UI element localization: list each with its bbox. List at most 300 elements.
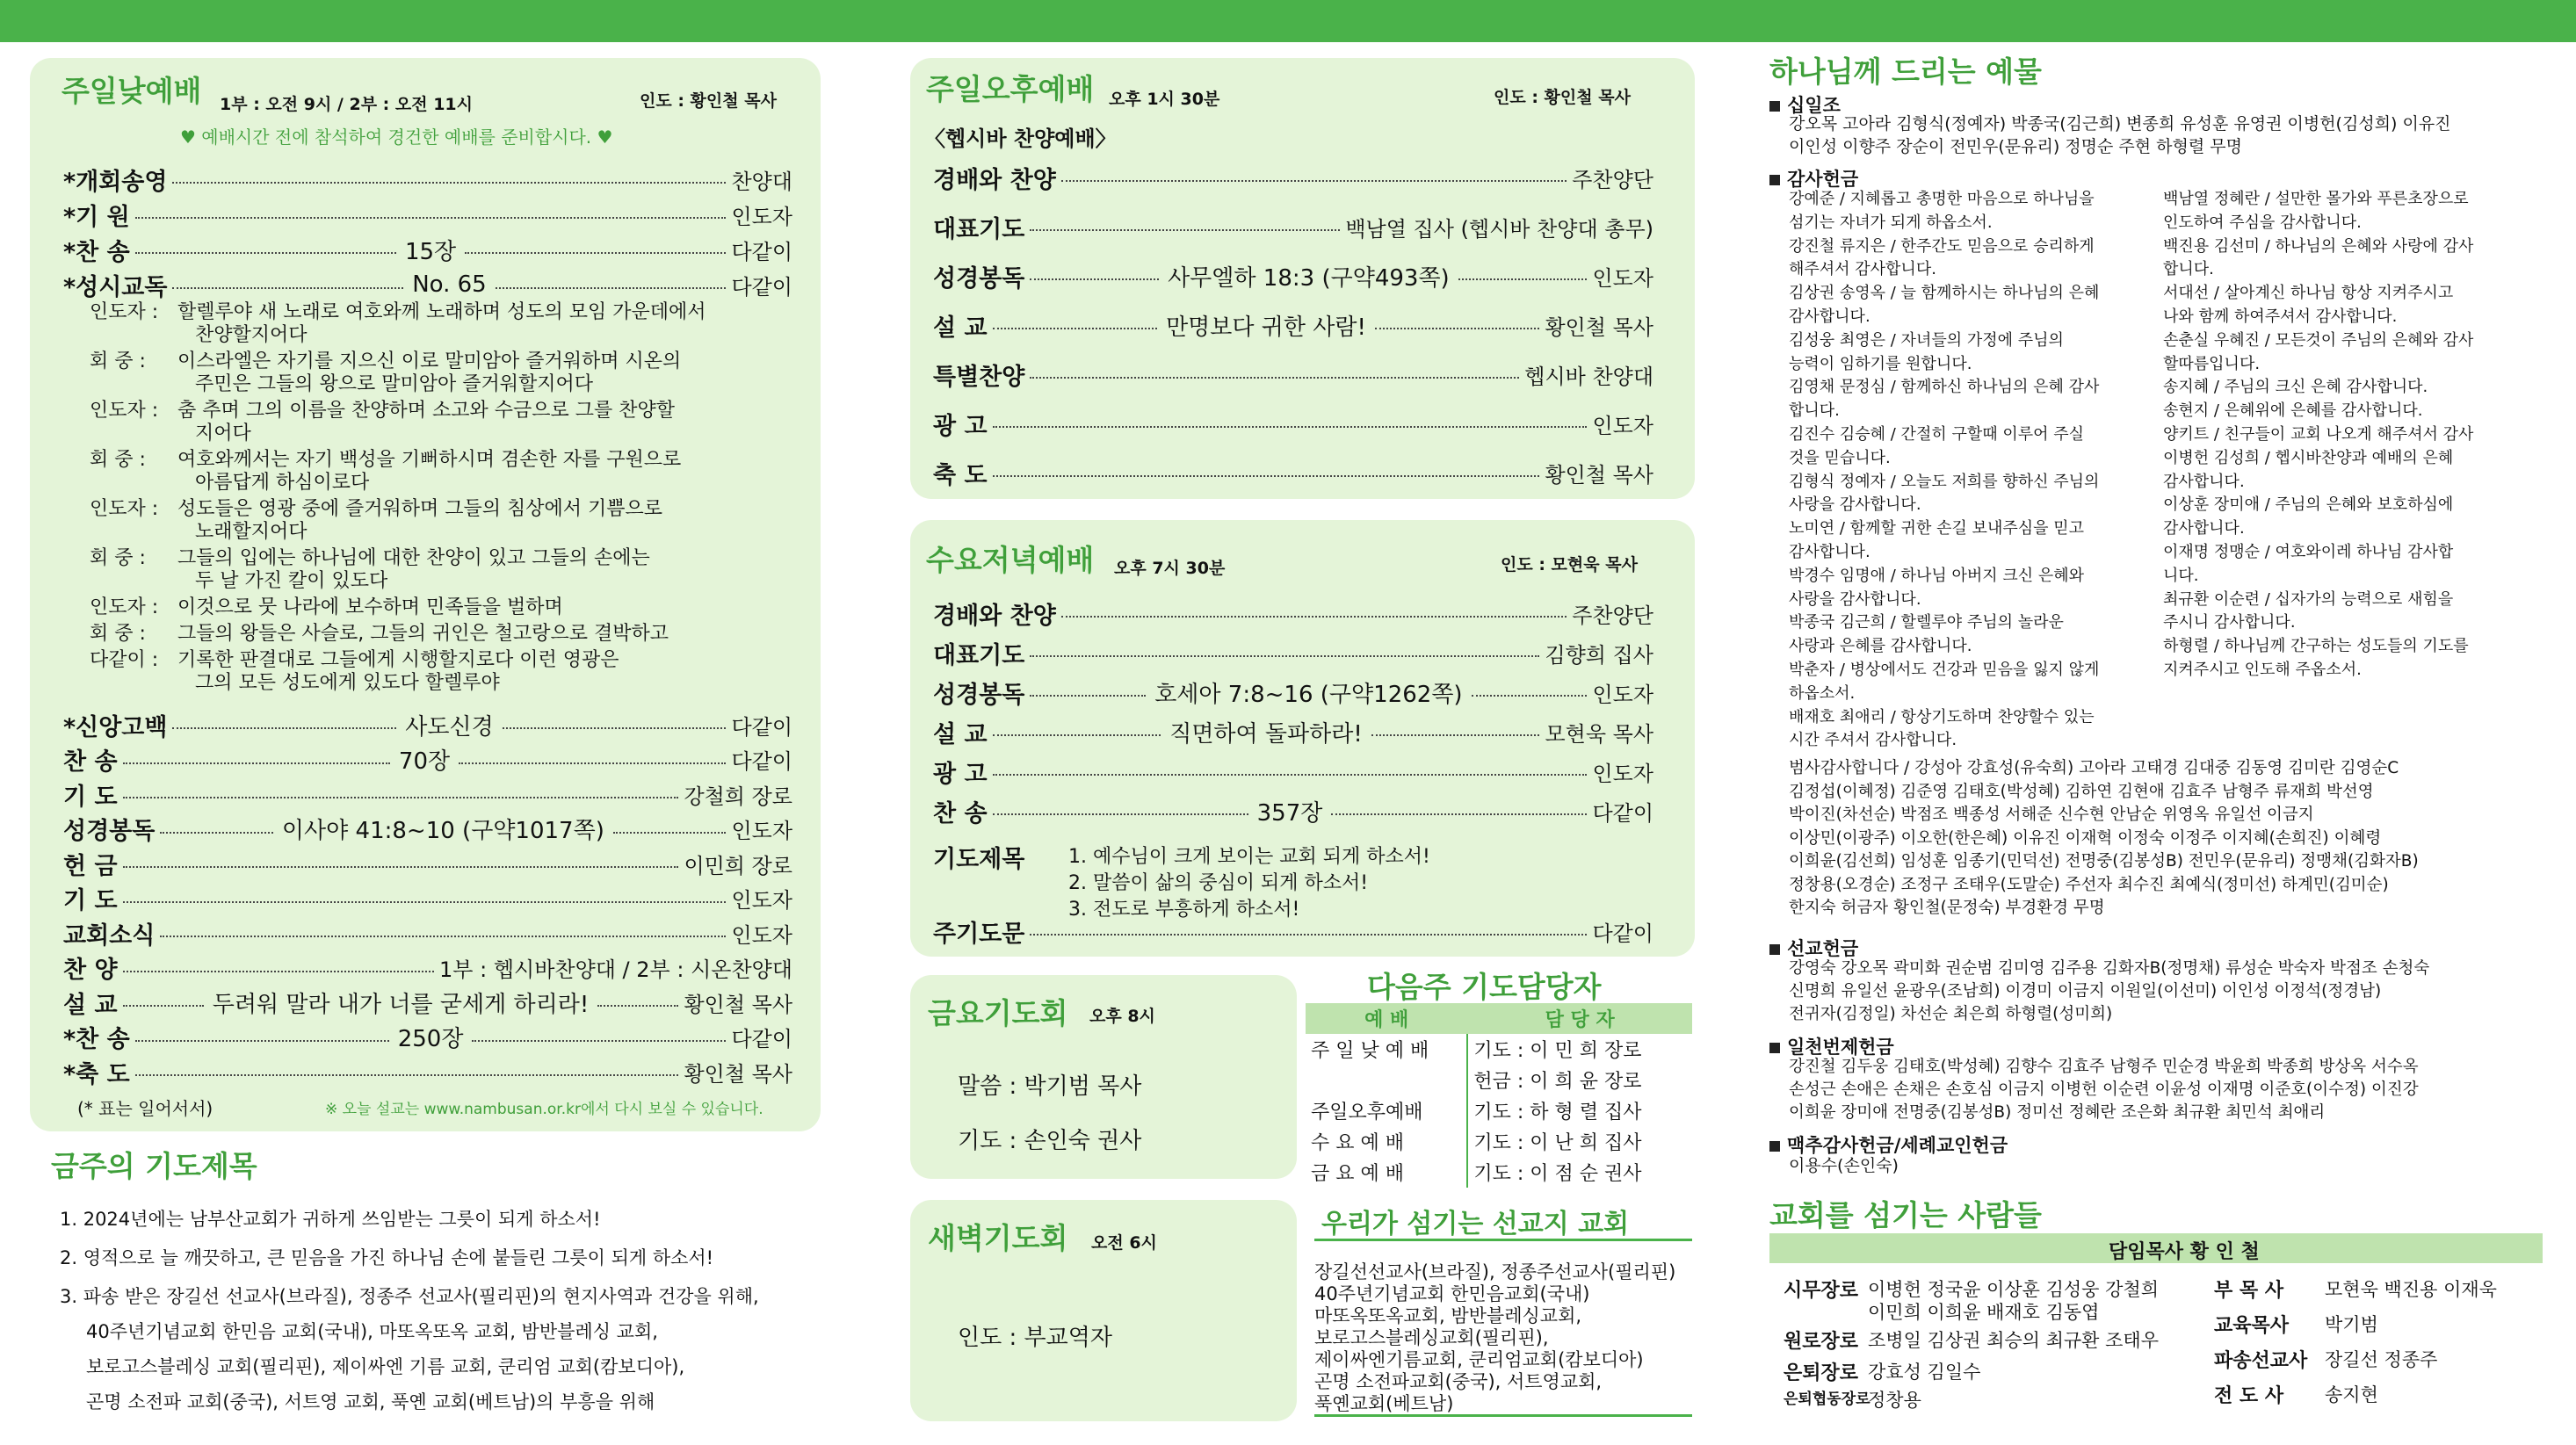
thanks-right-line: 주시니 감사합니다. xyxy=(2163,613,2296,632)
order-detail: 250장 xyxy=(397,1026,464,1052)
thanks-right-line: 지켜주시고 인도해 주옵소서. xyxy=(2163,661,2362,679)
thanks-left-line: 하옵소서. xyxy=(1789,683,1856,703)
sunday-am-times: 1부 : 오전 9시 / 2부 : 오전 11시 xyxy=(220,95,473,114)
responsive-speaker: 회 중 : xyxy=(90,350,146,372)
thanks-right-line: 송지혜 / 주님의 크신 은혜 감사합니다. xyxy=(2163,378,2428,397)
service-cell: 주 일 낮 예 배 xyxy=(1306,1034,1467,1065)
wednesday-time: 오후 7시 30분 xyxy=(1114,559,1226,578)
leader-dots xyxy=(1458,278,1588,280)
service-cell xyxy=(1306,1065,1467,1095)
thanks-left-line: 해주셔서 감사합니다. xyxy=(1789,260,1936,279)
assignee-cell: 기도 : 이 점 순 권사 xyxy=(1473,1163,1642,1185)
order-value: 인도자 xyxy=(1592,413,1653,438)
prayer-topic-item: 1. 2024년에는 남부산교회가 귀하게 쓰임받는 그릇이 되게 하소서! xyxy=(60,1209,601,1230)
order-value: 황인철 목사 xyxy=(684,992,793,1017)
thanks-right-line: 이상훈 장미애 / 주님의 은혜와 보호하심에 xyxy=(2163,495,2454,515)
leader-dots xyxy=(1472,695,1588,697)
order-value: 다같이 xyxy=(731,274,792,300)
mission-line: 40주년기념교회 한민음교회(국내) xyxy=(1314,1283,1590,1304)
order-row xyxy=(63,744,792,776)
servant-names: 모현욱 백진용 이재욱 xyxy=(2325,1279,2497,1300)
servant-role: 교육목사 xyxy=(2214,1315,2290,1337)
thanks-left-line: 배재호 최애리 / 항상기도하며 찬양할수 있는 xyxy=(1789,707,2095,726)
missions-title: 우리가 섬기는 선교지 교회 xyxy=(1321,1209,1630,1239)
order-value: 인도자 xyxy=(731,819,793,843)
order-value: 주찬양단 xyxy=(1572,167,1653,192)
order-detail: 사도신경 xyxy=(405,713,494,741)
thanks-right-line: 이재명 정맹순 / 여호와이레 하나님 감사합 xyxy=(2163,543,2454,561)
order-detail: 이사야 41:8~10 (구약1017쪽) xyxy=(281,818,604,844)
order-value: 인도자 xyxy=(1592,682,1654,707)
leader-dots xyxy=(993,475,1540,477)
firstweek-line: 이희윤 장미애 전명중(김봉성B) 정미선 정혜란 조은화 최규환 최민석 최애리 xyxy=(1789,1103,2326,1122)
sunday-am-leader: 인도 : 황인철 목사 xyxy=(640,91,777,111)
wednesday-leader: 인도 : 모현욱 목사 xyxy=(1501,555,1638,574)
assignee-cell: 기도 : 이 민 희 장로 xyxy=(1473,1040,1642,1062)
order-value: 인도자 xyxy=(731,888,792,913)
servant-role: 은퇴장로 xyxy=(1784,1362,1859,1384)
leader-dots xyxy=(160,832,273,834)
leader-dots xyxy=(1061,616,1567,618)
responsive-text: 그들의 왕들은 사슬로, 그들의 귀인은 철고랑으로 결박하고 xyxy=(177,623,669,645)
table-row xyxy=(1306,1065,1692,1095)
order-row xyxy=(933,637,1653,668)
thanks-right-line: 양키트 / 친구들이 교회 나오게 해주셔서 감사 xyxy=(2163,425,2474,444)
general-thanks-line: 김정섭(이혜정) 김준영 김태호(박성혜) 김하연 김현애 김효주 남형주 류재희 박선영 xyxy=(1789,782,2374,801)
service-cell: 수 요 예 배 xyxy=(1306,1126,1467,1157)
missions-underline xyxy=(1314,1239,1692,1241)
wednesday-prayer-item: 3. 전도로 부흥하게 하소서! xyxy=(1068,899,1300,921)
order-value: 다같이 xyxy=(731,239,793,264)
order-label: 대표기도 xyxy=(933,641,1025,669)
leader-dots xyxy=(135,217,727,219)
responsive-text: 노래할지어다 xyxy=(195,521,308,543)
order-value: 백남열 집사 (헵시바 찬양대 총무) xyxy=(1345,216,1653,242)
responsive-speaker: 회 중 : xyxy=(90,623,146,645)
thanks-right-line: 할따름입니다. xyxy=(2163,354,2261,373)
tithe-heading-text: 십일조 xyxy=(1787,95,1841,116)
order-value: 주찬양단 xyxy=(1572,603,1653,628)
responsive-text: 아름답게 하심이로다 xyxy=(195,472,370,494)
servant-role: 파송선교사 xyxy=(2214,1350,2308,1372)
prayer-topic-item: 곤명 소전파 교회(중국), 서트영 교회, 푹옌 교회(베트남)의 부흥을 위해 xyxy=(86,1391,655,1412)
mission-heading-text: 선교헌금 xyxy=(1787,938,1859,959)
firstweek-heading-text: 일천번제헌금 xyxy=(1787,1037,1894,1058)
senior-pastor: 담임목사 황 인 철 xyxy=(2109,1241,2260,1263)
servant-role: 원로장로 xyxy=(1784,1331,1859,1353)
order-detail: 357장 xyxy=(1256,799,1323,827)
offerings-title: 하나님께 드리는 예물 xyxy=(1769,54,2042,89)
order-row xyxy=(63,813,792,845)
order-value: 다같이 xyxy=(731,749,792,774)
thanks-right-line: 감사합니다. xyxy=(2163,472,2245,491)
thanks-right-line: 손춘실 우혜진 / 모든것이 주님의 은혜와 감사 xyxy=(2163,330,2474,350)
service-cell: 금 요 예 배 xyxy=(1306,1157,1467,1188)
responsive-speaker: 회 중 : xyxy=(90,547,146,569)
friday-prayer: 기도 : 손인숙 권사 xyxy=(958,1128,1142,1154)
sunday-am-notice: ♥ 예배시간 전에 참석하여 경건한 예배를 준비합시다. ♥ xyxy=(180,126,613,148)
mission-line: 마또옥또옥교회, 밤반블레싱교회, xyxy=(1314,1305,1582,1326)
thanks-left-line: 섬기는 자녀가 되게 하옵소서. xyxy=(1789,213,1993,232)
order-value: 인도자 xyxy=(731,204,792,229)
order-row xyxy=(63,709,792,741)
order-label: 광 고 xyxy=(933,760,988,788)
order-row xyxy=(933,716,1653,748)
order-value: 1부 : 헵시바찬양대 / 2부 : 시온찬양대 xyxy=(439,957,792,982)
leader-dots xyxy=(135,252,396,254)
leader-dots xyxy=(1030,278,1159,280)
leader-dots xyxy=(496,287,727,289)
responsive-text: 성도들은 영광 중에 즐거워하며 그들의 침상에서 기쁨으로 xyxy=(177,498,663,520)
leader-dots xyxy=(465,252,726,254)
order-row xyxy=(63,848,792,879)
order-label: *개회송영 xyxy=(63,168,168,196)
sunday-pm-subtitle: 〈헵시바 찬양예배〉 xyxy=(924,126,1117,151)
order-detail: No. 65 xyxy=(412,271,487,298)
order-row xyxy=(63,952,792,984)
order-value: 인도자 xyxy=(731,922,792,948)
servant-role: 은퇴협동장로 xyxy=(1784,1391,1870,1408)
order-row xyxy=(933,162,1653,193)
wednesday-title: 수요저녁예배 xyxy=(926,543,1095,577)
order-detail: 만명보다 귀한 사람! xyxy=(1166,314,1366,341)
order-label: 경배와 찬양 xyxy=(933,602,1056,630)
order-row xyxy=(933,260,1653,292)
assignee-cell: 기도 : 하 형 렬 집사 xyxy=(1473,1102,1642,1123)
servant-role: 부 목 사 xyxy=(2214,1280,2284,1302)
thanks-heading-text: 감사헌금 xyxy=(1787,169,1859,190)
order-label: 설 교 xyxy=(933,720,988,748)
table-header xyxy=(1306,1003,1692,1034)
responsive-text: 이것으로 뭇 나라에 보수하며 민족들을 벌하며 xyxy=(177,596,563,618)
prayer-topic-item: 40주년기념교회 한민음 교회(국내), 마또옥또옥 교회, 밤반블레싱 교회, xyxy=(86,1321,658,1342)
order-label: *축 도 xyxy=(63,1060,130,1088)
leader-dots xyxy=(172,727,396,729)
friday-time: 오후 8시 xyxy=(1089,1007,1155,1026)
servant-names: 정창용 xyxy=(1868,1390,1921,1411)
responsive-speaker: 인도자 : xyxy=(90,301,159,323)
responsive-text: 기록한 판결대로 그들에게 시행할지로다 이런 영광은 xyxy=(177,649,619,671)
order-value: 강철희 장로 xyxy=(684,784,792,809)
sunday-pm-leader: 인도 : 황인철 목사 xyxy=(1494,88,1631,107)
bullet-square xyxy=(1769,944,1780,955)
order-label: 기 도 xyxy=(63,783,118,811)
servant-role: 전 도 사 xyxy=(2214,1385,2284,1407)
dawn-time: 오전 6시 xyxy=(1091,1233,1157,1253)
tithe-line: 이인성 이향주 장순이 전민우(문유리) 정명순 주현 하형렬 무명 xyxy=(1789,137,2242,156)
order-value: 황인철 목사 xyxy=(1545,462,1653,488)
thanks-right-line: 최규환 이순련 / 십자가의 능력으로 새힘을 xyxy=(2163,589,2454,609)
leader-dots xyxy=(172,182,726,184)
mission-line: 보로고스블레싱교회(필리핀), xyxy=(1314,1327,1549,1348)
thanks-left-line: 박종국 김근희 / 할렐루야 주님의 놀라운 xyxy=(1789,613,2064,632)
thanks-left-line: 박경수 임명애 / 하나님 아버지 크신 은혜와 xyxy=(1789,566,2084,585)
mission-offering-line: 전귀자(김정일) 차선순 최은희 하형렬(성미희) xyxy=(1789,1005,2113,1023)
thanks-right-line: 인도하여 주심을 감사합니다. xyxy=(2163,213,2362,232)
responsive-text: 찬양할지어다 xyxy=(195,324,308,346)
friday-title: 금요기도회 xyxy=(928,996,1068,1030)
order-row xyxy=(63,163,792,195)
dawn-leader: 인도 : 부교역자 xyxy=(958,1325,1112,1351)
leader-dots xyxy=(123,797,679,798)
thanks-left-line: 강예준 / 지혜롭고 총명한 마음으로 하나님을 xyxy=(1789,190,2095,208)
table-row xyxy=(1306,1126,1692,1157)
thanks-left-line: 김영채 문정심 / 함께하신 하나님의 은혜 감사 xyxy=(1789,378,2100,397)
order-row xyxy=(63,883,792,914)
sunday-am-title: 주일낮예배 xyxy=(62,74,202,108)
responsive-speaker: 인도자 : xyxy=(90,596,159,618)
order-value: 이민희 장로 xyxy=(684,853,792,878)
general-thanks-line: 이희윤(김선희) 임성훈 임종기(민덕선) 전명중(김봉성B) 전민우(문유리) 정맹채(김화자B) xyxy=(1789,852,2419,871)
order-detail: 사무엘하 18:3 (구약493쪽) xyxy=(1168,264,1450,292)
responsive-text: 지어다 xyxy=(195,423,251,444)
sunday-pm-time: 오후 1시 30분 xyxy=(1109,90,1220,109)
leader-dots xyxy=(1331,813,1587,815)
wheat-heading-text: 맥추감사헌금/세례교인헌금 xyxy=(1787,1135,2008,1156)
firstweek-line: 손성근 손애은 손채은 손호심 이금지 이병헌 이순련 이윤성 이재명 이준호(이수정) 이진강 xyxy=(1789,1080,2419,1099)
leader-dots xyxy=(613,832,727,834)
thanks-left-line: 김상권 송영옥 / 늘 함께하시는 하나님의 은혜 xyxy=(1789,284,2100,303)
thanks-left-line: 김성웅 최영은 / 자녀들의 가정에 주님의 xyxy=(1789,330,2064,350)
leader-dots xyxy=(123,866,679,868)
sunday-pm-title: 주일오후예배 xyxy=(926,72,1095,106)
general-thanks-line: 범사감사합니다 / 강성아 강효성(유숙희) 고아라 고태경 김대중 김동영 김미란 김영순C xyxy=(1789,759,2399,777)
leader-dots xyxy=(993,426,1588,428)
top-banner xyxy=(0,0,2576,42)
wednesday-closing-row xyxy=(933,915,1653,947)
responsive-text: 그들의 입에는 하나님에 대한 찬양이 있고 그들의 손에는 xyxy=(177,547,650,569)
order-detail: 15장 xyxy=(404,238,457,265)
table-header-cell: 예 배 xyxy=(1364,1009,1409,1031)
responsive-text: 그의 모든 성도에게 있도다 할렐루야 xyxy=(195,672,500,694)
table-row xyxy=(1306,1034,1692,1065)
friday-sermon: 말씀 : 박기범 목사 xyxy=(958,1073,1142,1100)
order-row xyxy=(933,597,1653,629)
general-thanks-line: 정창용(오경순) 조정구 조태우(도말순) 주선자 최수진 최예식(정미선) 하계민(김미순) xyxy=(1789,875,2389,894)
order-row xyxy=(63,269,792,300)
order-detail: 두려워 말라 내가 너를 굳세게 하리라! xyxy=(212,991,590,1018)
order-row xyxy=(933,211,1653,242)
order-value: 황인철 목사 xyxy=(684,1061,792,1087)
mission-line: 곤명 소전파교회(중국), 서트영교회, xyxy=(1314,1371,1603,1392)
order-label: 대표기도 xyxy=(933,215,1025,243)
order-label: 설 교 xyxy=(63,991,118,1019)
order-row xyxy=(933,358,1653,390)
table-row xyxy=(1306,1157,1692,1188)
order-row xyxy=(933,676,1653,708)
responsive-text: 이스라엘은 자기를 지으신 이로 말미암아 즐거워하며 시온의 xyxy=(177,350,682,372)
leader-dots xyxy=(172,287,403,289)
bullet-square xyxy=(1769,1043,1780,1053)
mission-offering-line: 신명희 유일선 윤광우(조남희) 이경미 이금지 이원일(이선미) 이인성 이정석(정경남) xyxy=(1789,982,2382,1001)
mission-offering-line: 강영숙 강오목 곽미화 권순범 김미영 김주용 김화자B(정명채) 류성순 박숙자 박점조 손청숙 xyxy=(1789,959,2430,978)
responsive-speaker: 인도자 : xyxy=(90,400,159,422)
order-value: 다같이 xyxy=(731,1027,792,1051)
servant-names: 강효성 김일수 xyxy=(1868,1362,1981,1383)
order-value: 헵시바 찬양대 xyxy=(1524,364,1653,389)
order-label: 축 도 xyxy=(933,461,988,489)
missions-bottom-rule xyxy=(1314,1414,1692,1417)
wednesday-prayer-label: 기도제목 xyxy=(933,846,1025,873)
responsive-speaker: 회 중 : xyxy=(90,449,146,471)
assignee-cell: 헌금 : 이 희 윤 장로 xyxy=(1473,1071,1642,1093)
prayer-topics-title: 금주의 기도제목 xyxy=(51,1149,257,1183)
thanks-left-line: 감사합니다. xyxy=(1789,307,1870,326)
leader-dots xyxy=(160,936,726,937)
order-label: 특별찬양 xyxy=(933,363,1025,391)
order-value: 인도자 xyxy=(1592,761,1653,786)
general-thanks-line: 한지숙 허금자 황인철(문정숙) 부경환경 무명 xyxy=(1789,899,2105,917)
thanks-left-line: 박춘자 / 병상에서도 건강과 믿음을 잃지 않게 xyxy=(1789,661,2100,679)
leader-dots xyxy=(1030,934,1587,936)
general-thanks-line: 박이진(차선순) 박점조 백종성 서해준 신수현 안남순 위영옥 유일선 이금지 xyxy=(1789,806,2314,824)
bullet-square xyxy=(1769,1141,1780,1152)
thanks-left-line: 강진철 류지은 / 한주간도 믿음으로 승리하게 xyxy=(1789,236,2095,256)
table-row xyxy=(1306,1095,1692,1126)
servant-names: 이민희 이희윤 배재호 김동엽 xyxy=(1868,1302,2100,1323)
leader-dots xyxy=(1030,695,1146,697)
order-row xyxy=(933,457,1653,488)
responsive-text: 두 날 가진 칼이 있도다 xyxy=(195,570,388,592)
order-label: *찬 송 xyxy=(63,1026,130,1053)
servant-names: 조병일 김상권 최승의 최규환 조태우 xyxy=(1868,1330,2159,1351)
order-row xyxy=(63,917,792,949)
order-label: *신앙고백 xyxy=(63,713,168,741)
leader-dots xyxy=(459,762,726,764)
order-label: 찬 양 xyxy=(63,957,118,984)
leader-dots xyxy=(472,1040,726,1042)
thanks-left-line: 김진수 김승혜 / 간절히 구할때 이루어 주실 xyxy=(1789,425,2084,444)
responsive-text: 춤 추며 그의 이름을 찬양하며 소고와 수금으로 그를 찬양할 xyxy=(177,400,675,422)
order-value: 다같이 xyxy=(731,714,793,740)
order-label: *성시교독 xyxy=(63,273,168,301)
order-row xyxy=(933,309,1653,341)
order-row xyxy=(63,986,792,1018)
order-label: 성경봉독 xyxy=(63,818,156,845)
order-detail: 70장 xyxy=(398,748,451,775)
thanks-right-line: 하형렬 / 하나님께 간구하는 성도들의 기도를 xyxy=(2163,637,2469,656)
order-label: 헌 금 xyxy=(63,852,118,880)
mission-line: 장길선선교사(브라질), 정종주선교사(필리핀) xyxy=(1314,1261,1676,1282)
leader-dots xyxy=(993,328,1157,329)
service-cell: 주일오후예배 xyxy=(1306,1095,1467,1126)
leader-dots xyxy=(597,1005,678,1007)
leader-dots xyxy=(1371,734,1540,736)
assignee-cell: 기도 : 이 난 희 집사 xyxy=(1473,1132,1642,1154)
order-row xyxy=(63,234,792,265)
thanks-left-line: 김형식 정예자 / 오늘도 저희를 향하신 주님의 xyxy=(1789,472,2100,491)
order-value: 인도자 xyxy=(1592,265,1653,291)
leader-dots xyxy=(135,1074,679,1076)
leader-dots xyxy=(123,901,727,903)
order-label: 광 고 xyxy=(933,412,988,440)
responsive-text: 주민은 그들의 왕으로 말미암아 즐거워할지어다 xyxy=(195,373,594,395)
order-label: 설 교 xyxy=(933,314,988,342)
mission-line: 푹옌교회(베트남) xyxy=(1314,1393,1454,1414)
order-value: 다같이 xyxy=(1592,800,1654,826)
servant-names: 이병헌 정국윤 이상훈 김성웅 강철희 xyxy=(1868,1279,2159,1300)
leader-dots xyxy=(123,762,390,764)
leader-dots xyxy=(1030,655,1539,657)
order-value: 모현욱 목사 xyxy=(1545,721,1654,747)
order-label: 경배와 찬양 xyxy=(933,166,1056,194)
sermon-website-note: ※ 오늘 설교는 www.nambusan.or.kr에서 다시 보실 수 있습니다. xyxy=(325,1101,763,1118)
order-label: 찬 송 xyxy=(933,799,988,827)
leader-dots xyxy=(123,1005,204,1007)
order-value: 황인철 목사 xyxy=(1545,314,1653,340)
thanks-right-line: 백진용 김선미 / 하나님의 은혜와 사랑에 감사 xyxy=(2163,236,2474,256)
order-detail: 직면하여 돌파하라! xyxy=(1169,720,1363,748)
order-label: 성경봉독 xyxy=(933,681,1025,709)
thanks-right-line: 이병헌 김성희 / 헵시바찬양과 예배의 은혜 xyxy=(2163,448,2454,467)
leader-dots xyxy=(993,774,1588,776)
order-row xyxy=(63,1056,792,1087)
thanks-right-line: 서대선 / 살아계신 하나님 항상 지켜주시고 xyxy=(2163,284,2454,303)
servants-title: 교회를 섬기는 사람들 xyxy=(1769,1198,2042,1232)
order-value: 찬양대 xyxy=(731,169,792,194)
leader-dots xyxy=(1030,229,1340,231)
order-label: 기 도 xyxy=(63,887,118,914)
bullet-square xyxy=(1769,175,1780,185)
order-label: 교회소식 xyxy=(63,921,156,950)
responsive-speaker: 인도자 : xyxy=(90,498,159,520)
standing-footnote: (* 표는 일어서서) xyxy=(77,1098,213,1119)
next-prayer-table xyxy=(1306,1003,1692,1188)
thanks-left-line: 시간 주셔서 감사합니다. xyxy=(1789,731,1957,750)
thanks-right-line: 송현지 / 은혜위에 은혜를 감사합니다. xyxy=(2163,401,2423,421)
leader-dots xyxy=(993,813,1248,815)
responsive-text: 여호와께서는 자기 백성을 기뻐하시며 겸손한 자를 구원으로 xyxy=(177,449,682,471)
table-header-cell: 담 당 자 xyxy=(1545,1009,1615,1031)
servant-names: 박기범 xyxy=(2325,1314,2378,1335)
order-row xyxy=(63,1022,792,1053)
order-value: 김향희 집사 xyxy=(1545,642,1653,668)
order-label: *찬 송 xyxy=(63,238,130,266)
prayer-topic-item: 보로고스블레싱 교회(필리핀), 제이싸엔 기름 교회, 쿤리엄 교회(캄보디아), xyxy=(86,1356,685,1377)
thanks-left-line: 감사합니다. xyxy=(1789,543,1870,561)
leader-dots xyxy=(1030,377,1519,379)
responsive-speaker: 다같이 : xyxy=(90,649,159,671)
order-row xyxy=(63,778,792,810)
thanks-left-line: 사랑을 감사합니다. xyxy=(1789,495,1921,515)
servant-names: 송지현 xyxy=(2325,1384,2378,1405)
leader-dots xyxy=(503,727,727,729)
order-row xyxy=(933,755,1653,787)
leader-dots xyxy=(135,1040,389,1042)
thanks-left-line: 능력이 임하기를 원합니다. xyxy=(1789,354,1972,373)
wheat-line: 이용수(손인숙) xyxy=(1789,1156,1899,1175)
leader-dots xyxy=(1375,328,1539,329)
thanks-right-line: 감사합니다. xyxy=(2163,519,2245,538)
thanks-right-line: 백남열 정혜란 / 설만한 몰가와 푸른초장으로 xyxy=(2163,190,2469,208)
thanks-left-line: 합니다. xyxy=(1789,401,1840,421)
wednesday-prayer-item: 2. 말씀이 삶의 중심이 되게 하소서! xyxy=(1068,872,1369,894)
order-label: 찬 송 xyxy=(63,748,118,776)
order-label: *기 원 xyxy=(63,203,130,231)
prayer-topic-item: 3. 파송 받은 장길선 선교사(브라질), 정종주 선교사(필리핀)의 현지사역과 건강을 위해, xyxy=(60,1286,759,1307)
closing-label: 주기도문 xyxy=(933,920,1025,948)
thanks-right-line: 합니다. xyxy=(2163,260,2214,279)
leader-dots xyxy=(123,971,434,972)
firstweek-line: 강진철 김두웅 김태호(박성혜) 김향수 김효주 남형주 민순경 박윤희 박종희 방상옥 서수옥 xyxy=(1789,1058,2419,1076)
order-row xyxy=(933,408,1653,439)
thanks-left-line: 사랑과 은혜를 감사합니다. xyxy=(1789,637,1972,656)
thanks-left-line: 것을 믿습니다. xyxy=(1789,448,1891,467)
servant-names: 장길선 정종주 xyxy=(2325,1349,2438,1370)
responsive-text: 할렐루야 새 노래로 여호와께 노래하며 성도의 모임 가운데에서 xyxy=(177,301,706,323)
order-row xyxy=(933,795,1653,827)
thanks-left-line: 사랑을 감사합니다. xyxy=(1789,589,1921,609)
